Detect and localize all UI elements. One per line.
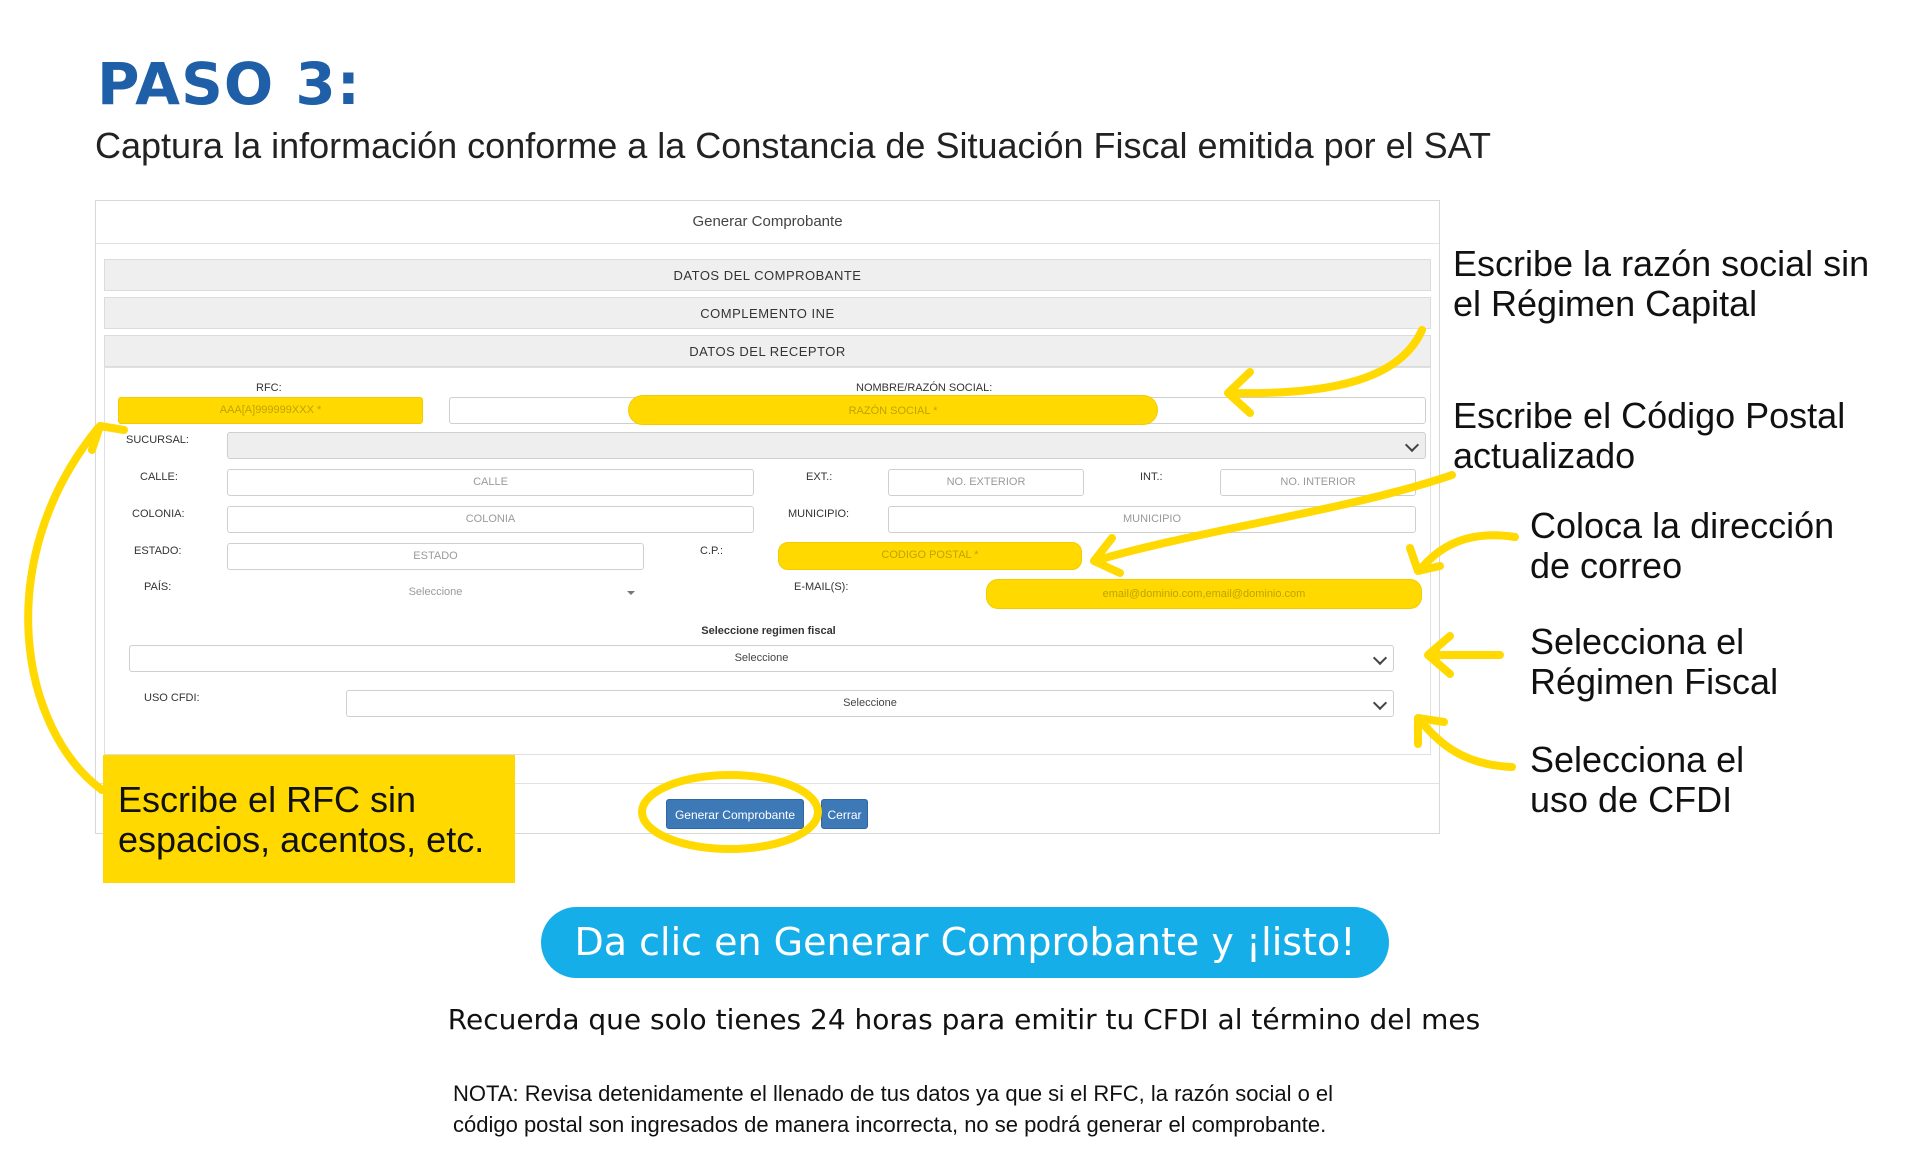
int-label: INT.: <box>1140 471 1163 483</box>
annotation-line: de correo <box>1530 545 1683 586</box>
municipio-input[interactable]: MUNICIPIO <box>888 506 1416 533</box>
section-complemento-ine[interactable]: COMPLEMENTO INE <box>104 297 1431 329</box>
generar-comprobante-button[interactable]: Generar Comprobante <box>666 799 804 829</box>
razon-social-placeholder: RAZÓN SOCIAL * <box>628 395 1158 425</box>
colonia-input[interactable]: COLONIA <box>227 506 754 533</box>
cta-banner: Da clic en Generar Comprobante y ¡listo! <box>541 907 1389 978</box>
municipio-label: MUNICIPIO: <box>788 508 850 520</box>
note-text <box>453 1078 1503 1140</box>
cerrar-button[interactable]: Cerrar <box>821 799 868 829</box>
email-label: E-MAIL(S): <box>794 581 849 593</box>
reminder-text: Recuerda que solo tienes 24 horas para emitir tu CFDI al término del mes <box>447 1003 1481 1036</box>
section-datos-comprobante[interactable]: DATOS DEL COMPROBANTE <box>104 259 1431 291</box>
pais-label: PAÍS: <box>144 581 172 593</box>
annotation-line: Régimen Fiscal <box>1530 661 1779 702</box>
cp-input[interactable]: CODIGO POSTAL * <box>778 542 1082 570</box>
pais-select[interactable]: Seleccione <box>227 579 644 606</box>
annotation-line: Selecciona el <box>1530 621 1745 662</box>
cp-label: C.P.: <box>700 545 724 557</box>
estado-label: ESTADO: <box>134 545 182 557</box>
colonia-label: COLONIA: <box>132 508 185 520</box>
annotation-line: actualizado <box>1453 435 1636 476</box>
regimen-fiscal-label: Seleccione regimen fiscal <box>701 625 836 637</box>
ext-input[interactable]: NO. EXTERIOR <box>888 469 1084 496</box>
uso-cfdi-value: Seleccione <box>843 697 897 709</box>
section-datos-receptor[interactable]: DATOS DEL RECEPTOR <box>104 335 1431 367</box>
int-input[interactable]: NO. INTERIOR <box>1220 469 1416 496</box>
razon-social-label: NOMBRE/RAZÓN SOCIAL: <box>856 382 993 394</box>
rfc-label: RFC: <box>256 382 282 394</box>
regimen-fiscal-value: Seleccione <box>734 652 789 664</box>
annotation-line: Selecciona el <box>1530 739 1745 780</box>
ext-label: EXT.: <box>806 471 833 483</box>
calle-label: CALLE: <box>140 471 178 483</box>
email-input[interactable]: email@dominio.com,email@dominio.com <box>986 579 1422 609</box>
sucursal-label: SUCURSAL: <box>126 434 189 446</box>
annotation-line: Coloca la dirección <box>1530 505 1835 546</box>
panel-title: Generar Comprobante <box>96 201 1439 244</box>
annotation-line: Escribe el Código Postal <box>1453 395 1846 436</box>
annotation-line: Escribe la razón social sin <box>1453 243 1870 284</box>
rfc-annotation-line: Escribe el RFC sin <box>118 779 417 820</box>
page-title: PASO 3: <box>97 50 361 118</box>
annotation-line: uso de CFDI <box>1530 779 1733 820</box>
rfc-annotation-line: espacios, acentos, etc. <box>118 819 485 860</box>
annotation-line: el Régimen Capital <box>1453 283 1758 324</box>
uso-cfdi-label: USO CFDI: <box>144 692 200 704</box>
note-line: NOTA: Revisa detenidamente el llenado de tus datos ya que si el RFC, la razón social o el <box>453 1081 1334 1106</box>
calle-input[interactable]: CALLE <box>227 469 754 496</box>
estado-input[interactable]: ESTADO <box>227 543 644 570</box>
rfc-input[interactable]: AAA[A]999999XXX * <box>118 397 423 424</box>
note-line: código postal son ingresados de manera incorrecta, no se podrá generar el comprobante. <box>453 1112 1327 1137</box>
page-subtitle: Captura la información conforme a la Constancia de Situación Fiscal emitida por el SAT <box>95 125 1492 166</box>
